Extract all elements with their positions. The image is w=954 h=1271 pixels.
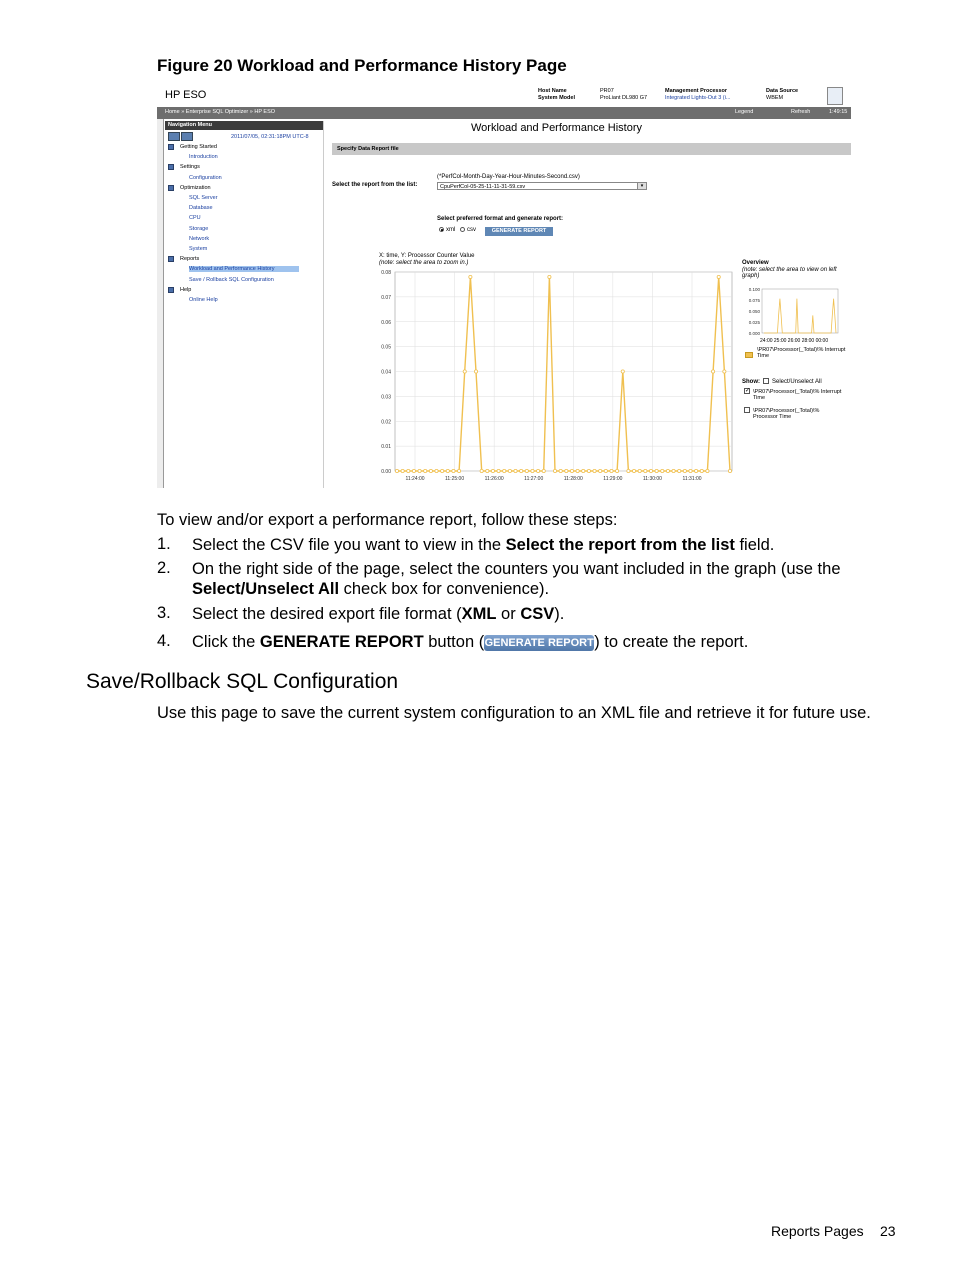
nav-item-workload-and-performance-history[interactable]: Workload and Performance History — [189, 266, 299, 272]
data-point — [525, 469, 528, 472]
nav-item-settings[interactable]: Settings — [180, 164, 200, 171]
data-point — [711, 370, 714, 373]
collapse-icon[interactable] — [168, 256, 174, 262]
overview-plot-area — [762, 289, 838, 333]
data-point — [599, 469, 602, 472]
nav-item-database[interactable]: Database — [189, 205, 213, 212]
data-point — [661, 469, 664, 472]
section-text: Use this page to save the current system configuration to an XML file and retrieve it for future use. — [157, 704, 871, 722]
report-file-value: CpuPerfCol-05-25-11-11-31-59.csv — [440, 184, 526, 190]
select-report-label: Select the report from the list: — [332, 182, 418, 188]
data-point — [441, 469, 444, 472]
data-point — [649, 469, 652, 472]
data-point — [435, 469, 438, 472]
data-point — [412, 469, 415, 472]
counter-processor-label: \PR07\Processor(_Total)\% Processor Time — [753, 408, 820, 420]
data-point — [717, 275, 720, 278]
data-point — [542, 469, 545, 472]
generate-report-button-image: GENERATE REPORT — [484, 637, 594, 649]
y-tick-label: 0.05 — [381, 344, 391, 351]
intro-text: To view and/or export a performance report, follow these steps: — [157, 511, 618, 529]
step-3-xml: XML — [461, 605, 497, 623]
nav-heading: Navigation Menu — [165, 121, 323, 130]
specify-report-bar: Specify Data Report file — [332, 143, 851, 155]
nav-item-optimization[interactable]: Optimization — [180, 184, 211, 191]
data-point — [548, 275, 551, 278]
show-label: Show: — [742, 379, 760, 385]
y-tick-label: 0.02 — [381, 419, 391, 426]
data-point — [407, 469, 410, 472]
mgmt-processor-label: Management Processor — [665, 88, 728, 94]
data-point — [604, 469, 607, 472]
x-tick-label: 11:25:00 — [445, 476, 465, 482]
step-number: 4. — [157, 632, 171, 650]
chevron-down-icon[interactable]: ▾ — [637, 183, 646, 189]
x-tick-label: 11:28:00 — [563, 476, 583, 482]
data-point — [491, 469, 494, 472]
step-4-bold: GENERATE REPORT — [259, 633, 424, 651]
data-point — [418, 469, 421, 472]
data-point — [576, 469, 579, 472]
format-label: Select preferred format and generate report: — [437, 216, 564, 222]
y-tick-label: 0.01 — [381, 444, 391, 451]
time-display: 1:49:15 — [829, 109, 848, 115]
host-name-value: PR07 — [600, 88, 614, 94]
counter-interrupt-checkbox[interactable]: ✓ — [745, 388, 751, 394]
step-3 — [192, 604, 564, 624]
data-point — [570, 469, 573, 472]
step-1-bold: Select the report from the list — [505, 536, 735, 554]
window-left-edge — [157, 107, 164, 488]
nav-item-cpu[interactable]: CPU — [189, 215, 201, 222]
collapse-icon[interactable] — [168, 164, 174, 170]
data-point — [723, 370, 726, 373]
data-point — [644, 469, 647, 472]
overview-x-ticks: 24:00 25:00 26:00 28:00 00:00 — [760, 338, 829, 344]
nav-item-sql-server[interactable]: SQL Server — [189, 195, 218, 201]
data-point — [728, 469, 731, 472]
data-point — [531, 469, 534, 472]
format-csv-label: csv — [467, 227, 476, 233]
step-3-text-end: ). — [554, 605, 565, 623]
overview-note: (note: select the area to view on left graph) — [742, 267, 837, 279]
step-2-text: On the right side of the page, select the counters you want included in the graph (use the — [192, 560, 841, 578]
overview-chart[interactable] — [742, 285, 842, 345]
data-point — [627, 469, 630, 472]
step-number: 3. — [157, 604, 171, 622]
nav-item-online-help[interactable]: Online Help — [189, 297, 218, 303]
step-2-text-end: check box for convenience). — [339, 580, 550, 598]
data-point — [520, 469, 523, 472]
collapse-all-icon[interactable] — [181, 132, 193, 141]
x-tick-label: 11:29:00 — [603, 476, 623, 482]
y-tick-label: 0.06 — [381, 319, 391, 326]
data-point — [565, 469, 568, 472]
step-number: 1. — [157, 535, 171, 553]
x-tick-label: 11:26:00 — [484, 476, 504, 482]
data-point — [582, 469, 585, 472]
data-point — [616, 469, 619, 472]
format-csv-radio[interactable] — [460, 227, 465, 232]
generate-report-button[interactable]: GENERATE REPORT — [485, 227, 553, 236]
section-title: Save/Rollback SQL Configuration — [86, 670, 399, 693]
data-point — [593, 469, 596, 472]
y-tick-label: 0.07 — [381, 294, 391, 301]
system-model-label: System Model — [538, 95, 575, 101]
overview-y-tick: 0.025 — [748, 320, 760, 325]
data-point — [689, 469, 692, 472]
data-point — [621, 370, 624, 373]
data-point — [559, 469, 562, 472]
select-all-checkbox[interactable] — [763, 378, 769, 384]
app-header — [157, 85, 851, 108]
step-4-text-end: ) to create the report. — [594, 633, 749, 651]
data-point — [587, 469, 590, 472]
step-number: 2. — [157, 559, 171, 577]
collapse-icon[interactable] — [168, 144, 174, 150]
format-xml-label: xml — [446, 227, 456, 233]
x-tick-label: 11:30:00 — [642, 476, 662, 482]
y-tick-label: 0.00 — [381, 469, 391, 475]
overview-y-tick: 0.100 — [748, 287, 760, 292]
data-point — [683, 469, 686, 472]
x-tick-label: 11:31:00 — [682, 476, 702, 482]
data-point — [503, 469, 506, 472]
data-point — [672, 469, 675, 472]
nav-item-getting-started[interactable]: Getting Started — [180, 144, 217, 150]
x-tick-label: 11:27:00 — [524, 476, 544, 482]
step-3-or: or — [496, 605, 521, 623]
nav-item-storage[interactable]: Storage — [189, 225, 209, 232]
legend-swatch — [745, 352, 753, 358]
nav-item-reports[interactable]: Reports — [180, 256, 200, 263]
data-source-label: Data Source — [766, 88, 799, 94]
overview-y-tick: 0.000 — [748, 331, 760, 336]
step-2-bold: Select/Unselect All — [192, 580, 340, 598]
data-point — [429, 469, 432, 472]
data-point — [666, 469, 669, 472]
data-point — [632, 469, 635, 472]
page-icon[interactable] — [827, 87, 843, 105]
data-point — [446, 469, 449, 472]
overview-title: Overview — [742, 260, 769, 266]
y-tick-label: 0.03 — [381, 394, 391, 401]
app-name: HP ESO — [165, 89, 207, 101]
data-point — [700, 469, 703, 472]
navigation-menu — [165, 121, 324, 488]
nav-item-system[interactable]: System — [189, 246, 208, 252]
step-4-text: Click the — [192, 633, 260, 651]
data-point — [486, 469, 489, 472]
nav-item-configuration[interactable]: Configuration — [189, 174, 222, 181]
report-file-select[interactable] — [437, 182, 647, 190]
data-point — [678, 469, 681, 472]
data-point — [514, 469, 517, 472]
y-tick-label: 0.04 — [381, 369, 391, 376]
step-1-text-end: field. — [734, 536, 775, 554]
nav-item-save-rollback-sql-configuration[interactable]: Save / Rollback SQL Configuration — [189, 276, 274, 283]
page-title: Workload and Performance History — [471, 122, 642, 134]
data-point — [463, 370, 466, 373]
data-point — [610, 469, 613, 472]
nav-item-network[interactable]: Network — [189, 235, 210, 242]
data-point — [424, 469, 427, 472]
expand-all-icon[interactable] — [168, 132, 180, 141]
history-line-chart[interactable] — [367, 240, 747, 485]
data-point — [655, 469, 658, 472]
nav-item-help[interactable]: Help — [180, 286, 192, 293]
counter-processor-checkbox[interactable] — [744, 407, 750, 413]
host-name-label: Host Name — [538, 88, 567, 94]
data-point — [452, 469, 455, 472]
figure-caption: Figure 20 Workload and Performance History Page — [157, 56, 567, 75]
nav-item-introduction[interactable]: Introduction — [189, 154, 218, 161]
data-point — [537, 469, 540, 472]
overview-y-tick: 0.075 — [748, 298, 760, 303]
select-all-label: Select/Unselect All — [772, 379, 822, 385]
refresh-link[interactable]: Refresh — [791, 109, 811, 115]
data-point — [474, 370, 477, 373]
step-1-text: Select the CSV file you want to view in the — [192, 536, 506, 554]
data-source-value: WBEM — [766, 95, 784, 101]
system-model-value: ProLiant DL980 G7 — [600, 95, 648, 101]
data-point — [395, 469, 398, 472]
step-3-text: Select the desired export file format ( — [192, 605, 462, 623]
page-number: 23 — [880, 1223, 896, 1239]
chart-title: X: time, Y: Processor Counter Value — [379, 253, 475, 259]
footer-section: Reports Pages — [771, 1223, 864, 1239]
collapse-icon[interactable] — [168, 287, 174, 293]
step-4-text-mid: button ( — [423, 633, 485, 651]
format-xml-radio[interactable] — [439, 227, 444, 232]
file-format-hint: (*PerfCol-Month-Day-Year-Hour-Minutes-Second.csv) — [437, 174, 580, 180]
data-point — [480, 469, 483, 472]
y-tick-label: 0.08 — [381, 270, 391, 276]
breadcrumb[interactable]: Home » Enterprise SQL Optimizer » HP ESO — [165, 109, 276, 115]
step-1 — [192, 535, 774, 555]
step-3-csv: CSV — [520, 605, 555, 623]
data-point — [508, 469, 511, 472]
overview-y-tick: 0.050 — [748, 309, 760, 314]
legend-entry: \PR07\Processor(_Total)\% Interrupt Time — [757, 347, 846, 359]
breadcrumb-bar — [157, 107, 851, 119]
data-point — [497, 469, 500, 472]
data-point — [469, 275, 472, 278]
data-point — [553, 469, 556, 472]
mgmt-processor-link[interactable]: Integrated Lights-Out 3 (i... — [665, 95, 731, 101]
counter-interrupt-label: \PR07\Processor(_Total)\% Interrupt Time — [753, 389, 842, 401]
collapse-icon[interactable] — [168, 185, 174, 191]
data-point — [401, 469, 404, 472]
screenshot-figure — [157, 85, 851, 488]
step-4 — [192, 632, 748, 652]
legend-link[interactable]: Legend — [735, 109, 754, 115]
nav-datetime: 2011/07/05, 02:31:18PM UTC-8 — [231, 134, 309, 140]
chart-note: (note: select the area to zoom in.) — [379, 260, 469, 266]
data-point — [638, 469, 641, 472]
data-point — [695, 469, 698, 472]
x-tick-label: 11:24:00 — [405, 476, 425, 482]
data-point — [706, 469, 709, 472]
step-2 — [192, 559, 892, 599]
data-point — [457, 469, 460, 472]
